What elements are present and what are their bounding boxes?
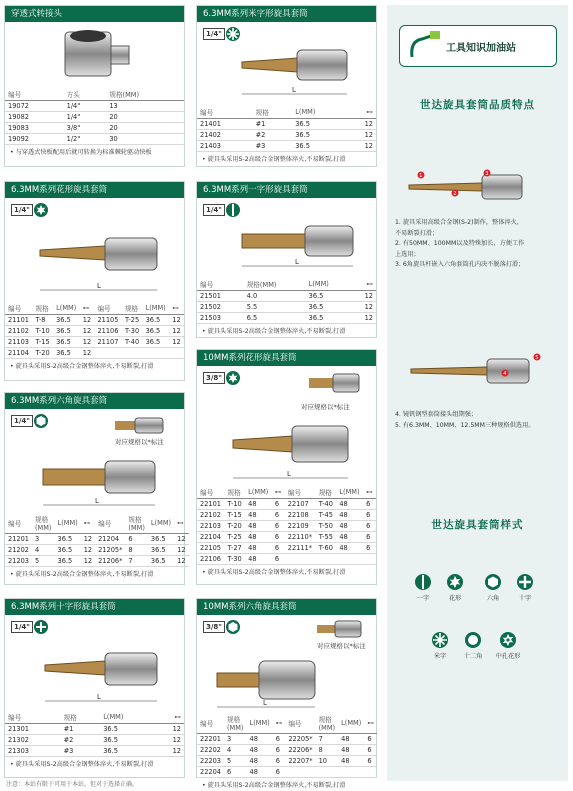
- slot-panel: [196, 181, 377, 338]
- hex10-panel: [196, 598, 377, 789]
- feature-line: 3. 6角旋具杆嵌入六角套筒孔内决不脱落打滑；: [395, 261, 525, 268]
- pz-panel: [196, 5, 377, 167]
- callout-5: 5: [535, 355, 539, 361]
- twelve-point-icon: [464, 631, 482, 649]
- table-row: 22101 T-10 48 6 22107 T-40 48 6: [197, 499, 376, 510]
- pozidriv-icon: [225, 26, 241, 42]
- slot-figure: [197, 198, 376, 278]
- table-row: 21503 6.5 36.5 12: [197, 313, 376, 324]
- col-header: L(MM): [292, 106, 346, 119]
- fuel-nozzle-icon: [404, 27, 444, 67]
- drive-size-tag: 1/4": [11, 204, 33, 216]
- hex63-table: 编号 规格(MM) L(MM) ⊷ 编号 规格(MM) L(MM) ⊷ 21201 3 36.5 12 21204 6 36.5 12 21202 4 36.5 12 21205* 8 36.5 12 21203 5 36.5 12 21206* 7 36.5 12: [5, 513, 189, 567]
- table-row: 21203 5 36.5 12 21206* 7 36.5 12: [5, 556, 189, 567]
- style-slotted: [410, 573, 436, 602]
- dim-L-label: L: [287, 470, 291, 478]
- style-pozidriv: [427, 631, 453, 660]
- ph-title: 6.3MM系列十字形旋具套筒: [5, 599, 184, 615]
- drive-size-tag: 1/4": [11, 415, 33, 427]
- col-header: 编号: [94, 302, 122, 315]
- hex10-table: 编号 规格(MM) L(MM) ⊷ 编号 规格(MM) L(MM) ⊷ 22201 3 48 6 22205* 7 48 6 22202 4 48 6 22206* 8 48 6 22203 5 48 6 22207* 10 48 6 22204 6 48 6: [197, 713, 377, 778]
- tamper-torx-icon: [499, 631, 517, 649]
- table-row: 21103 T-15 36.5 12 21107 T-40 36.5 12: [5, 337, 184, 348]
- hex10-note: • 旋具头采用S-2高级合金钢整体淬火,不易断裂,打滑: [202, 782, 346, 789]
- feature-diagram-1: [387, 163, 568, 213]
- torx10-figure: [197, 366, 376, 486]
- pz-figure: [197, 22, 376, 106]
- features-list-2: [395, 410, 565, 431]
- style-label: 米字: [433, 653, 447, 660]
- station-badge: [399, 25, 557, 67]
- col-header: 编号: [5, 302, 33, 315]
- col-header: 规格: [122, 302, 143, 315]
- col-header: 编号: [197, 278, 244, 291]
- dim-L-label: L: [95, 497, 99, 505]
- style-tamper-torx: [495, 631, 521, 660]
- col-header: 规格: [253, 106, 293, 119]
- table-row: 19072 1/4" 13: [5, 101, 184, 112]
- col-header: L(MM): [143, 302, 170, 315]
- dim-L-label: L: [292, 86, 296, 94]
- ph-panel: [4, 598, 185, 778]
- table-row: 21101 T-8 36.5 12 21105 T-25 36.5 12: [5, 315, 184, 326]
- table-row: 22105 T-27 48 6 22111* T-60 48 6: [197, 543, 376, 554]
- ph-note: • 旋具头采用S-2高级合金钢整体淬火,不易断裂,打滑: [10, 761, 154, 768]
- table-row: 22202 4 48 6 22206* 8 48 6: [197, 745, 377, 756]
- torx10-table: 编号 规格 L(MM) ⊷ 编号 规格 L(MM) ⊷ 22101 T-10 48 6 22107 T-40 48 6 22102 T-15 48 6 22108 T-45 48 6 22103 T-20 48 6 22109 T-50 48 6 22104 T-25 48 6 22110* T-55 48 6 22105 T-27 48 6 22111* T-60 48 6 22106 T-30 48 6: [197, 486, 376, 565]
- hex63-callout: 对应规格以*标注: [115, 438, 164, 446]
- table-row: 22103 T-20 48 6 22109 T-50 48 6: [197, 521, 376, 532]
- phillips-icon: [516, 573, 534, 591]
- adapter-title: 穿透式转接头: [5, 6, 184, 22]
- slotted-icon: [225, 202, 241, 218]
- qty-header: ⊷: [80, 302, 95, 315]
- feature-line: 2. 有50MM、100MM以及特殊加长，方便工作: [395, 240, 525, 247]
- style-phillips: [512, 573, 538, 602]
- feature-line: 不易断裂打滑；: [395, 229, 439, 237]
- footer-note: 注意：本站有限于可用于本站，但对于选择正确。: [6, 781, 139, 788]
- hex10-figure: [197, 615, 376, 713]
- table-row: 21502 5.5 36.5 12: [197, 302, 376, 313]
- style-torx: [442, 573, 468, 602]
- callout-2: 2: [453, 191, 457, 197]
- station-title: 工具知识加油站: [446, 43, 516, 54]
- table-row: 19092 1/2" 30: [5, 134, 184, 145]
- table-row: 22201 3 48 6 22205* 7 48 6: [197, 734, 377, 745]
- hex10-title: 10MM系列六角旋具套筒: [197, 599, 376, 615]
- torx63-figure: [5, 198, 184, 302]
- table-row: 21402 #2 36.5 12: [197, 130, 376, 141]
- col-header: 编号: [5, 88, 64, 101]
- table-row: 21401 #1 36.5 12: [197, 119, 376, 130]
- table-row: 21403 #3 36.5 12: [197, 141, 376, 152]
- table-row: 21302 #2 36.5 12: [5, 735, 184, 746]
- table-row: 21303 #3 36.5 12: [5, 746, 184, 757]
- dim-L-label: L: [97, 282, 101, 290]
- style-hex: [480, 573, 506, 602]
- torx63-title: 6.3MM系列花形旋具套筒: [5, 182, 184, 198]
- slot-note: • 旋具头采用S-2高级合金钢整体淬火,不易断裂,打滑: [202, 328, 346, 335]
- qty-header: ⊷: [169, 302, 184, 315]
- styles-title: 世达旋具套筒样式: [431, 519, 524, 531]
- feature-line: 上选用；: [395, 250, 420, 258]
- adapter-panel: [4, 5, 185, 167]
- dim-L-label: L: [295, 258, 299, 266]
- slot-title: 6.3MM系列一字形旋具套筒: [197, 182, 376, 198]
- table-row: 22203 5 48 6 22207* 10 48 6: [197, 756, 377, 767]
- knowledge-sidebar: [387, 5, 568, 781]
- pz-title: 6.3MM系列米字形旋具套筒: [197, 6, 376, 22]
- torx10-note: • 旋具头采用S-2高级合金钢整体淬火,不易断裂,打滑: [202, 569, 346, 576]
- hex-icon: [484, 573, 502, 591]
- table-row: 22102 T-15 48 6 22108 T-45 48 6: [197, 510, 376, 521]
- adapter-note: • 与穿透式快板配用后就可转换为标准棘轮驱动快板: [10, 149, 152, 156]
- drive-size-tag: 1/4": [11, 621, 33, 633]
- style-label: 一字: [416, 595, 430, 602]
- adapter-figure: [5, 22, 184, 88]
- callout-4: 4: [503, 371, 507, 377]
- feature-line: 4. 镜钒钢型套筒接头组期强；: [395, 411, 478, 418]
- ph-figure: [5, 615, 184, 711]
- drive-size-tag: 3/8": [203, 621, 225, 633]
- col-header: 规格: [33, 302, 54, 315]
- phillips-icon: [33, 619, 49, 635]
- drive-size-tag: 3/8": [203, 372, 225, 384]
- hex-icon: [225, 619, 241, 635]
- qty-header: ⊷: [346, 106, 376, 119]
- table-row: 22106 T-30 48 6: [197, 554, 376, 565]
- table-row: 19082 1/4" 20: [5, 112, 184, 123]
- style-label: 十二角: [463, 653, 483, 660]
- qty-header: ⊷: [351, 278, 376, 291]
- table-row: 22104 T-25 48 6 22110* T-55 48 6: [197, 532, 376, 543]
- table-row: 22204 6 48 6: [197, 767, 377, 778]
- table-row: 21102 T-10 36.5 12 21106 T-30 36.5 12: [5, 326, 184, 337]
- torx-icon: [225, 370, 241, 386]
- table-row: 21104 T-20 36.5 12: [5, 348, 184, 359]
- torx10-drawing: [197, 366, 376, 486]
- dim-L-label: L: [97, 693, 101, 701]
- slotted-icon: [414, 573, 432, 591]
- adapter-table: [5, 88, 184, 145]
- feature-diagram-2: [387, 351, 568, 391]
- dim-L-label: L: [263, 699, 267, 707]
- feature-line: 1. 旋具采用高级合金钢(S-2)制作，整体淬火，: [395, 219, 523, 226]
- hex63-title: 6.3MM系列六角旋具套筒: [5, 393, 184, 409]
- features-title: 世达旋具套筒品质特点: [420, 99, 535, 111]
- features-list-1: [395, 218, 565, 271]
- pz-note: • 旋具头采用S-2高级合金钢整体淬火,不易断裂,打滑: [202, 156, 346, 163]
- col-header: 编号: [197, 106, 253, 119]
- slot-table: [197, 278, 376, 324]
- torx-icon: [33, 202, 49, 218]
- callout-3: 3: [485, 171, 489, 177]
- ph-table: 编号 规格 L(MM) ⊷ 21301 #1 36.5 12 21302 #2 36.5 12 21303 #3 36.5 12: [5, 711, 184, 757]
- col-header: L(MM): [306, 278, 351, 291]
- style-label: 六角: [486, 595, 500, 602]
- drive-size-tag: 1/4": [203, 204, 225, 216]
- table-row: 19083 3/8" 20: [5, 123, 184, 134]
- pozidriv-icon: [431, 631, 449, 649]
- torx10-callout: 对应规格以*标注: [301, 403, 350, 411]
- hex63-panel: [4, 392, 185, 585]
- callout-1: 1: [419, 173, 423, 179]
- hex63-figure: [5, 409, 184, 513]
- drive-size-tag: 1/4": [203, 28, 225, 40]
- hex-icon: [33, 413, 49, 429]
- torx10-title: 10MM系列花形旋具套筒: [197, 350, 376, 366]
- col-header: 方头: [64, 88, 107, 101]
- style-label: 花形: [448, 595, 462, 602]
- table-row: 21201 3 36.5 12 21204 6 36.5 12: [5, 534, 189, 545]
- torx-icon: [446, 573, 464, 591]
- col-header: L(MM): [53, 302, 80, 315]
- adapter-drawing: [5, 22, 184, 88]
- col-header: 规格(MM): [244, 278, 306, 291]
- pz-table: [197, 106, 376, 152]
- torx63-note: • 旋具头采用S-2高级合金钢整体淬火,不易断裂,打滑: [10, 363, 154, 370]
- col-header: 规格(MM): [106, 88, 184, 101]
- style-label: 十字: [518, 595, 532, 602]
- feature-line: 5. 有6.3MM、10MM、12.5MM三种规格供选用。: [395, 421, 535, 429]
- torx63-panel: [4, 181, 185, 381]
- hex10-callout: 对应规格以*标注: [317, 642, 366, 650]
- table-row: 21202 4 36.5 12 21205* 8 36.5 12: [5, 545, 189, 556]
- table-row: 21501 4.0 36.5 12: [197, 291, 376, 302]
- torx10-panel: [196, 349, 377, 585]
- table-row: 21301 #1 36.5 12: [5, 724, 184, 735]
- style-12point: [460, 631, 486, 660]
- style-label: 中孔花形: [495, 653, 521, 660]
- torx63-table: [5, 302, 184, 359]
- hex63-note: • 旋具头采用S-2高级合金钢整体淬火,不易断裂,打滑: [10, 571, 154, 578]
